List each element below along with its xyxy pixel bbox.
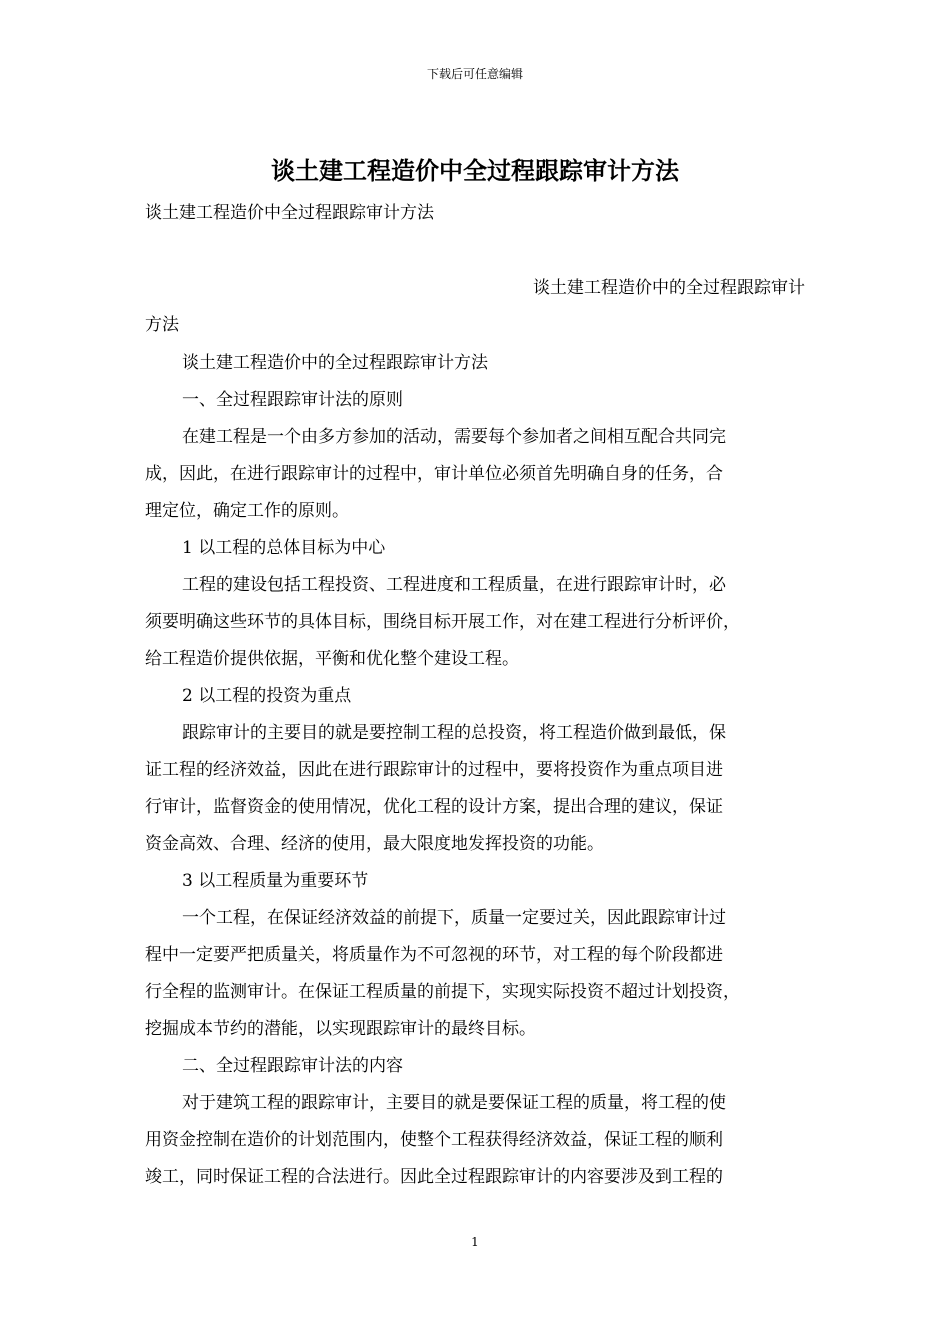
text-line: 一个工程，在保证经济效益的前提下，质量一定要过关，因此跟踪审计过 xyxy=(182,908,726,928)
text-line: 资金高效、合理、经济的使用，最大限度地发挥投资的功能。 xyxy=(145,834,604,854)
text-line: 在建工程是一个由多方参加的活动，需要每个参加者之间相互配合共同完 xyxy=(182,427,726,447)
text-line: 用资金控制在造价的计划范围内，使整个工程获得经济效益，保证工程的顺利 xyxy=(145,1130,723,1150)
header-note: 下载后可任意编辑 xyxy=(426,67,523,81)
text-line: 1 以工程的总体目标为中心 xyxy=(182,538,386,558)
text-line: 谈土建工程造价中的全过程跟踪审计方法 xyxy=(182,353,488,373)
text-line: 3 以工程质量为重要环节 xyxy=(182,871,369,891)
text-line: 挖掘成本节约的潜能，以实现跟踪审计的最终目标。 xyxy=(145,1019,536,1039)
text-line: 程中一定要严把质量关，将质量作为不可忽视的环节，对工程的每个阶段都进 xyxy=(145,945,723,965)
text-line: 证工程的经济效益，因此在进行跟踪审计的过程中，要将投资作为重点项目进 xyxy=(145,760,723,780)
document-title: 谈土建工程造价中全过程跟踪审计方法 xyxy=(271,156,679,185)
right-aligned-title: 谈土建工程造价中的全过程跟踪审计 xyxy=(533,278,805,298)
text-line: 须要明确这些环节的具体目标，围绕目标开展工作，对在建工程进行分析评价， xyxy=(145,612,740,632)
text-line: 二、全过程跟踪审计法的内容 xyxy=(182,1056,403,1076)
text-line: 竣工，同时保证工程的合法进行。因此全过程跟踪审计的内容要涉及到工程的 xyxy=(145,1167,723,1187)
document-subtitle: 谈土建工程造价中全过程跟踪审计方法 xyxy=(145,203,434,223)
text-line: 对于建筑工程的跟踪审计，主要目的就是要保证工程的质量，将工程的使 xyxy=(182,1093,726,1113)
right-aligned-title-continuation: 方法 xyxy=(145,315,179,335)
text-line: 给工程造价提供依据，平衡和优化整个建设工程。 xyxy=(145,649,519,669)
text-line: 工程的建设包括工程投资、工程进度和工程质量，在进行跟踪审计时，必 xyxy=(182,575,726,595)
text-line: 理定位，确定工作的原则。 xyxy=(145,501,349,521)
text-line: 一、全过程跟踪审计法的原则 xyxy=(182,390,403,410)
text-line: 2 以工程的投资为重点 xyxy=(182,686,352,706)
text-line: 跟踪审计的主要目的就是要控制工程的总投资，将工程造价做到最低，保 xyxy=(182,723,726,743)
text-line: 成，因此，在进行跟踪审计的过程中，审计单位必须首先明确自身的任务，合 xyxy=(145,464,723,484)
text-line: 行全程的监测审计。在保证工程质量的前提下，实现实际投资不超过计划投资， xyxy=(145,982,740,1002)
body-text xyxy=(145,351,813,1202)
text-line: 行审计，监督资金的使用情况，优化工程的设计方案，提出合理的建议，保证 xyxy=(145,797,723,817)
page-number: 1 xyxy=(471,1235,479,1249)
